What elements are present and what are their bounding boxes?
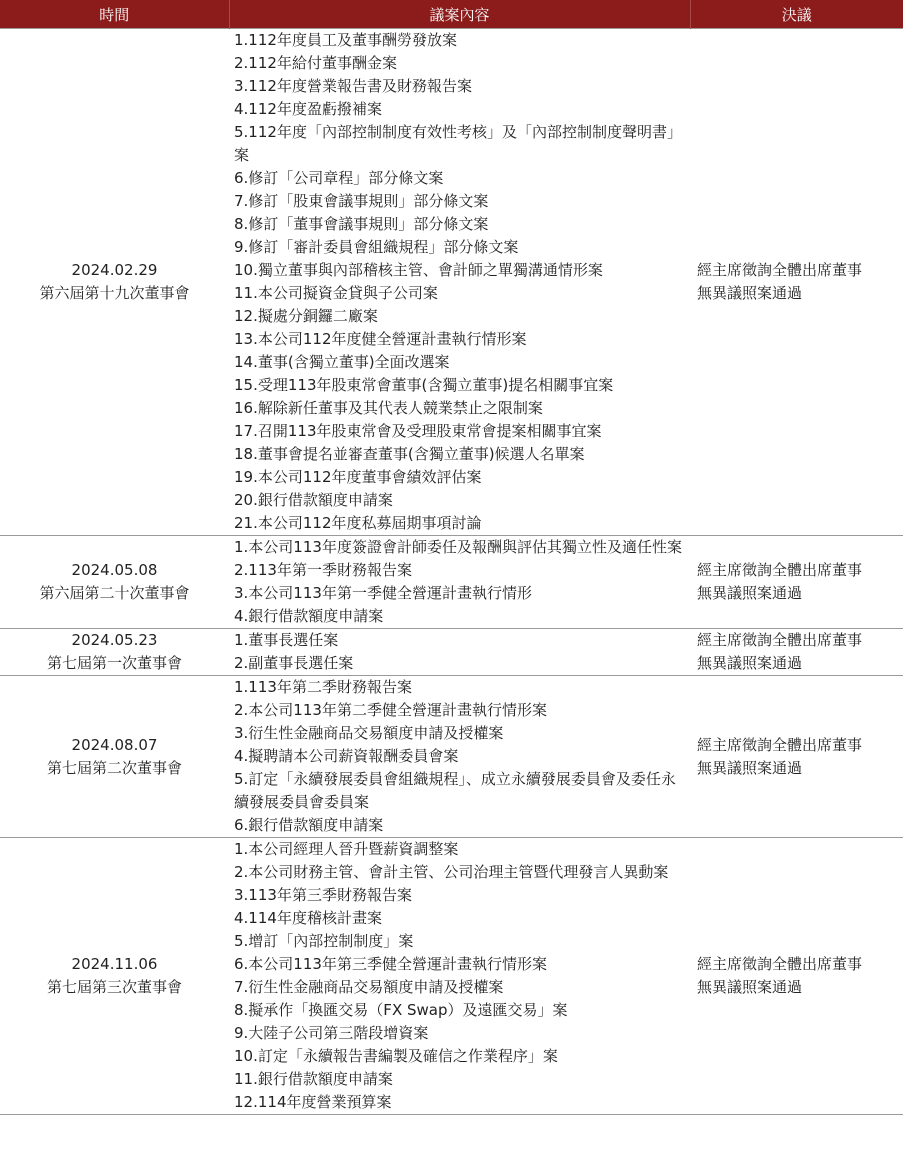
agenda-item: 3.112年度營業報告書及財務報告案 (234, 77, 472, 95)
agenda-item: 18.董事會提名並審查董事(含獨立董事)候選人名單案 (234, 445, 585, 463)
agenda-item: 12.擬處分銅鑼二廠案 (234, 307, 378, 325)
agenda-item: 1.董事長選任案 (234, 631, 339, 649)
meeting-cell (0, 629, 229, 676)
decision-cell (690, 676, 903, 838)
meeting-cell (0, 676, 229, 838)
decision-text-line2: 無異議照案通過 (697, 284, 803, 302)
agenda-item: 10.獨立董事與內部稽核主管、會計師之單獨溝通情形案 (234, 261, 603, 279)
agenda-item: 11.銀行借款額度申請案 (234, 1070, 393, 1088)
agenda-item: 21.本公司112年度私募屆期事項討論 (234, 514, 482, 532)
agenda-item: 3.本公司113年第一季健全營運計畫執行情形 (234, 584, 532, 602)
decision-cell (690, 838, 903, 1115)
agenda-item: 9.大陸子公司第三階段增資案 (234, 1024, 429, 1042)
decision-cell (690, 29, 903, 536)
agenda-item: 8.修訂「董事會議事規則」部分條文案 (234, 215, 489, 233)
agenda-item: 11.本公司擬資金貸與子公司案 (234, 284, 438, 302)
meeting-name: 第七屆第三次董事會 (46, 978, 182, 996)
agenda-item: 16.解除新任董事及其代表人競業禁止之限制案 (234, 399, 543, 417)
decision-text-line2: 無異議照案通過 (697, 978, 803, 996)
agenda-item: 6.本公司113年第三季健全營運計畫執行情形案 (234, 955, 547, 973)
agenda-item: 4.114年度稽核計畫案 (234, 909, 382, 927)
agenda-cell (229, 838, 690, 1115)
meeting-row (0, 629, 903, 676)
agenda-item: 5.訂定「永續發展委員會組織規程」、成立永續發展委員會及委任永續發展委員會委員案 (234, 770, 676, 811)
agenda-item: 4.112年度盈虧撥補案 (234, 100, 382, 118)
meeting-row (0, 29, 903, 536)
agenda-item: 17.召開113年股東常會及受理股東常會提案相關事宜案 (234, 422, 602, 440)
decision-text-line2: 無異議照案通過 (697, 758, 803, 777)
agenda-item: 6.銀行借款額度申請案 (234, 816, 384, 834)
agenda-item: 12.114年度營業預算案 (234, 1093, 392, 1111)
decision-text-line2: 無異議照案通過 (697, 584, 803, 602)
agenda-item: 7.修訂「股東會議事規則」部分條文案 (234, 192, 489, 210)
agenda-item: 7.衍生性金融商品交易額度申請及授權案 (234, 978, 504, 996)
agenda-cell (229, 536, 690, 629)
decision-text-line1: 經主席徵詢全體出席董事 (697, 735, 863, 754)
decision-text-line2: 無異議照案通過 (697, 654, 803, 672)
header-time: 時間 (0, 0, 229, 29)
meeting-cell (0, 838, 229, 1115)
agenda-item: 14.董事(含獨立董事)全面改選案 (234, 353, 450, 371)
agenda-item: 20.銀行借款額度申請案 (234, 491, 393, 509)
decision-cell (690, 629, 903, 676)
agenda-item: 3.113年第三季財務報告案 (234, 886, 412, 904)
meeting-row (0, 838, 903, 1115)
agenda-item: 2.副董事長選任案 (234, 654, 354, 672)
agenda-item: 1.113年第二季財務報告案 (234, 678, 412, 696)
agenda-item: 2.本公司113年第二季健全營運計畫執行情形案 (234, 701, 547, 719)
agenda-cell (229, 676, 690, 838)
agenda-cell (229, 629, 690, 676)
meeting-date: 2024.05.08 (71, 561, 158, 579)
meeting-cell (0, 29, 229, 536)
agenda-item: 15.受理113年股東常會董事(含獨立董事)提名相關事宜案 (234, 376, 614, 394)
agenda-item: 2.本公司財務主管、會計主管、公司治理主管暨代理發言人異動案 (234, 863, 669, 881)
meeting-name: 第七屆第二次董事會 (46, 758, 182, 777)
agenda-item: 4.擬聘請本公司薪資報酬委員會案 (234, 747, 459, 765)
decision-cell (690, 536, 903, 629)
agenda-item: 3.衍生性金融商品交易額度申請及授權案 (234, 724, 504, 742)
agenda-item: 1.本公司經理人晉升暨薪資調整案 (234, 840, 459, 858)
agenda-item: 5.增訂「內部控制制度」案 (234, 932, 414, 950)
meeting-cell (0, 536, 229, 629)
meeting-name: 第六屆第二十次董事會 (39, 584, 190, 602)
agenda-cell (229, 29, 690, 536)
decision-text-line1: 經主席徵詢全體出席董事 (697, 261, 863, 279)
agenda-item: 10.訂定「永續報告書編製及確信之作業程序」案 (234, 1047, 558, 1065)
meeting-name: 第六屆第十九次董事會 (39, 284, 190, 302)
agenda-item: 6.修訂「公司章程」部分條文案 (234, 169, 444, 187)
decision-text-line1: 經主席徵詢全體出席董事 (697, 561, 863, 579)
agenda-item: 1.本公司113年度簽證會計師委任及報酬與評估其獨立性及適任性案 (234, 538, 682, 556)
agenda-item: 1.112年度員工及董事酬勞發放案 (234, 31, 457, 49)
agenda-item: 2.113年第一季財務報告案 (234, 561, 412, 579)
header-decision: 決議 (690, 0, 903, 29)
agenda-item: 13.本公司112年度健全營運計畫執行情形案 (234, 330, 527, 348)
header-row (0, 0, 903, 29)
decision-text-line1: 經主席徵詢全體出席董事 (697, 631, 863, 649)
agenda-item: 8.擬承作「換匯交易（FX Swap）及遠匯交易」案 (234, 1001, 568, 1019)
meeting-date: 2024.11.06 (71, 955, 158, 973)
meeting-date: 2024.02.29 (71, 261, 158, 279)
meeting-row (0, 536, 903, 629)
decision-text-line1: 經主席徵詢全體出席董事 (697, 955, 863, 973)
agenda-item: 9.修訂「審計委員會組織規程」部分條文案 (234, 238, 519, 256)
meeting-name: 第七屆第一次董事會 (46, 654, 182, 672)
agenda-item: 19.本公司112年度董事會績效評估案 (234, 468, 482, 486)
agenda-item: 2.112年給付董事酬金案 (234, 54, 397, 72)
agenda-item: 5.112年度「內部控制制度有效性考核」及「內部控制制度聲明書」案 (234, 123, 682, 164)
header-content: 議案內容 (229, 0, 690, 29)
meeting-row (0, 676, 903, 838)
agenda-item: 4.銀行借款額度申請案 (234, 607, 384, 625)
meeting-date: 2024.05.23 (71, 631, 158, 649)
meeting-date: 2024.08.07 (71, 735, 158, 754)
